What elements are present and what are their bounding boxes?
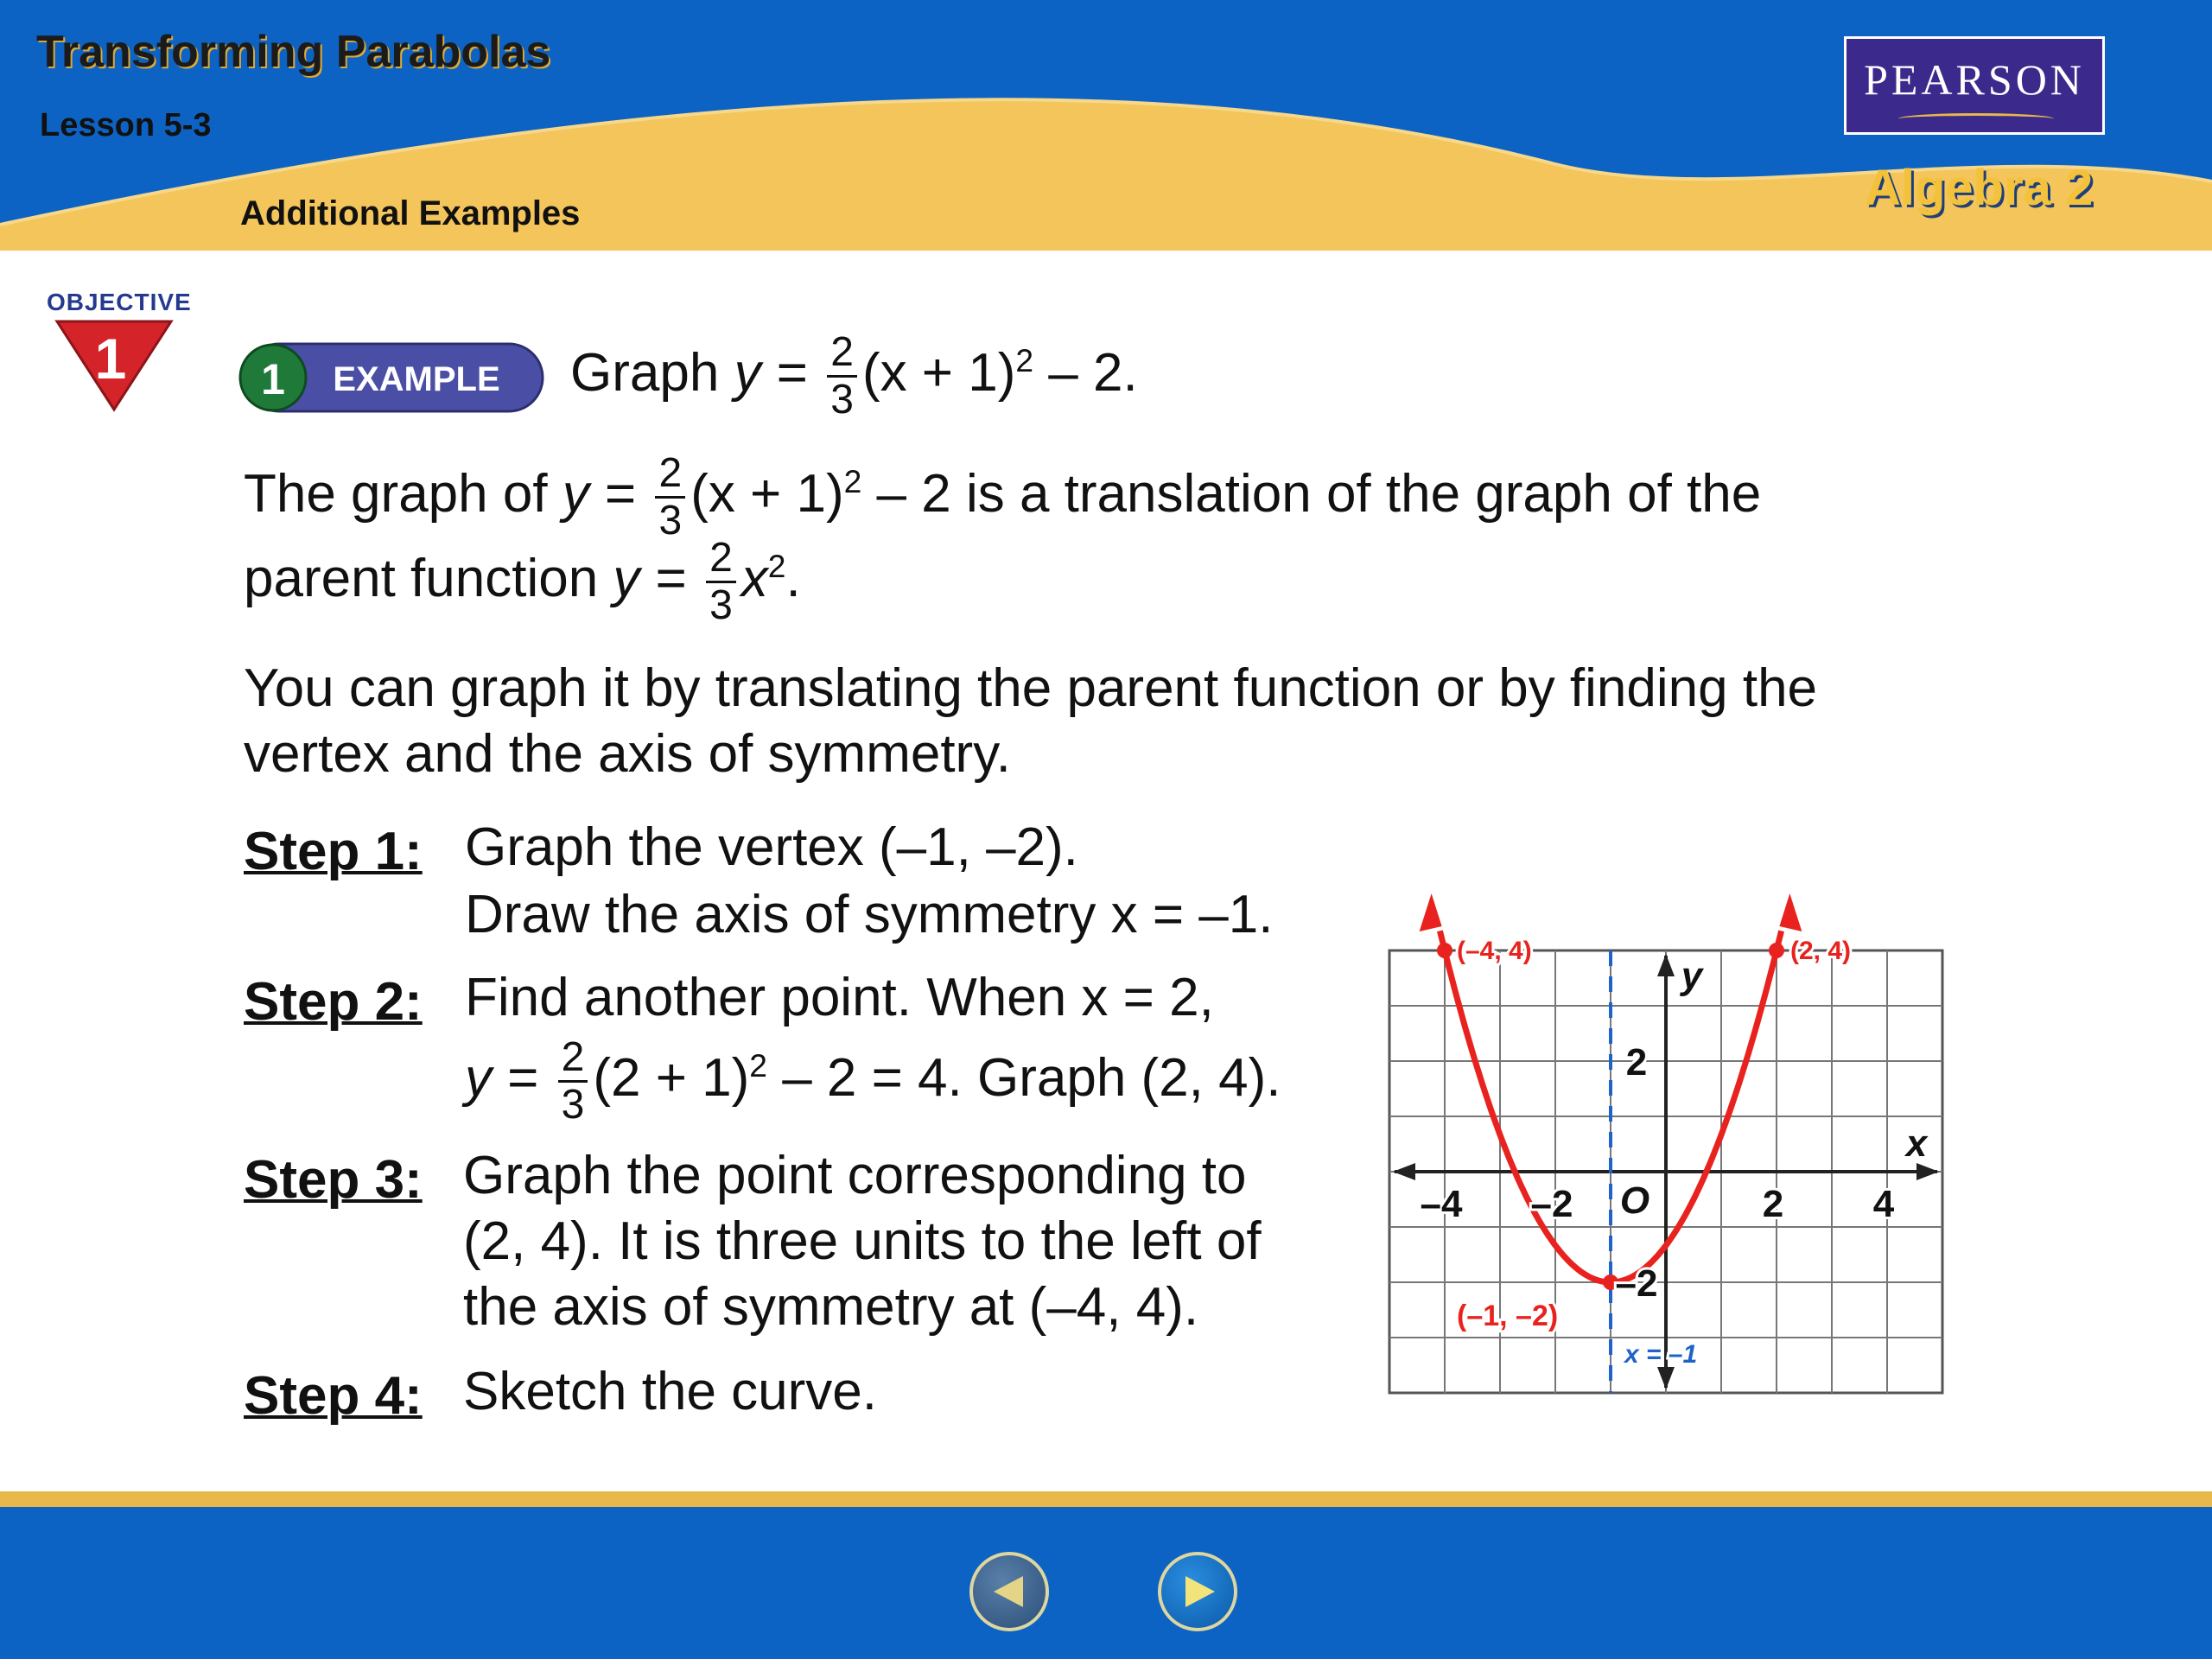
step-3-line-2: (2, 4). It is three units to the left of [463, 1211, 1262, 1271]
example-label: EXAMPLE [333, 360, 500, 398]
example-number: 1 [261, 355, 285, 404]
graph-point [1769, 943, 1784, 958]
step-2-line-1: Find another point. When x = 2, [465, 968, 1214, 1027]
course-name: Algebra 2 [1865, 160, 2094, 216]
objective-number: 1 [94, 327, 127, 391]
publisher-name: PEARSON [1864, 55, 2085, 104]
step-3-line-1: Graph the point corresponding to [463, 1146, 1247, 1205]
curve-arrow-left [1420, 893, 1442, 931]
parabola-graph [1381, 937, 1951, 1421]
x-tick-label: 4 [1872, 1183, 1895, 1225]
origin-label: O [1619, 1179, 1650, 1222]
lesson-number: Lesson 5-3 [40, 107, 212, 143]
x-tick-label: –2 [1530, 1183, 1573, 1225]
footer-stripe [0, 1491, 2212, 1507]
point-label: (2, 4) [1790, 937, 1852, 965]
next-button[interactable] [1158, 1552, 1237, 1631]
step-4-line-1: Sketch the curve. [463, 1362, 878, 1421]
y-tick-label: 2 [1625, 1041, 1648, 1084]
x-tick-label: 2 [1762, 1183, 1784, 1225]
footer-bar [0, 1507, 2212, 1659]
example-prompt [570, 329, 1138, 423]
step-1-line-1: Graph the vertex (–1, –2). [465, 817, 1078, 877]
curve-arrow-right [1779, 893, 1802, 931]
previous-button[interactable] [969, 1552, 1049, 1631]
publisher-logo [1844, 36, 2105, 135]
example-prompt-post: (x + 1) [861, 342, 1016, 403]
step-3-label: Step 3: [244, 1150, 423, 1210]
step-1-label: Step 1: [244, 822, 423, 881]
paragraph-1-line-1: The graph of y = $\frac{2}{3}$ $(x + 1)^2 - 2$ is a translation of the graph of the [244, 450, 1762, 543]
x-tick-label: –4 [1420, 1183, 1463, 1225]
step-2-line-2: y = $\frac{2}{3}$ $(2 + 1)^2 - 2 = 4$. Graph (2, 4). [465, 1034, 1281, 1128]
axis-of-symmetry-label: x = –1 [1624, 1339, 1698, 1369]
arrow-right-icon [1161, 1555, 1234, 1628]
example-exponent: 2 [1015, 342, 1034, 379]
step-2-label: Step 2: [244, 972, 423, 1032]
objective-triangle-icon [54, 318, 175, 413]
y-axis-label: y [1681, 955, 1703, 997]
example-badge [237, 340, 548, 415]
step-3-line-3: the axis of symmetry at (–4, 4). [463, 1277, 1199, 1337]
point-label: (–1, –2) [1457, 1300, 1559, 1332]
x-axis-label: x [1905, 1122, 1928, 1165]
section-label: Additional Examples [240, 194, 581, 232]
arrow-left-icon [973, 1555, 1046, 1628]
example-prompt-tail: – 2. [1033, 342, 1138, 403]
step-4-label: Step 4: [244, 1366, 423, 1426]
example-prompt-y: y = [734, 342, 807, 403]
example-prompt-pre: Graph [570, 342, 720, 403]
point-label: (–4, 4) [1457, 937, 1532, 965]
paragraph-1-line-2: parent function y = $\frac{2}{3}$ $x^2$. [244, 535, 801, 628]
objective-label: OBJECTIVE [47, 289, 192, 315]
logo-swoosh [1898, 113, 2054, 124]
paragraph-2-line-1: You can graph it by translating the parent function or by finding the [244, 658, 1818, 718]
step-1-line-2: Draw the axis of symmetry x = –1. [465, 885, 1274, 944]
example-fraction: $\frac{2}{3}$ [827, 332, 857, 421]
y-tick-label: –2 [1615, 1262, 1658, 1305]
paragraph-2-line-2: vertex and the axis of symmetry. [244, 724, 1011, 784]
lesson-title: Transforming Parabolas [36, 27, 551, 77]
graph-point [1437, 943, 1452, 958]
